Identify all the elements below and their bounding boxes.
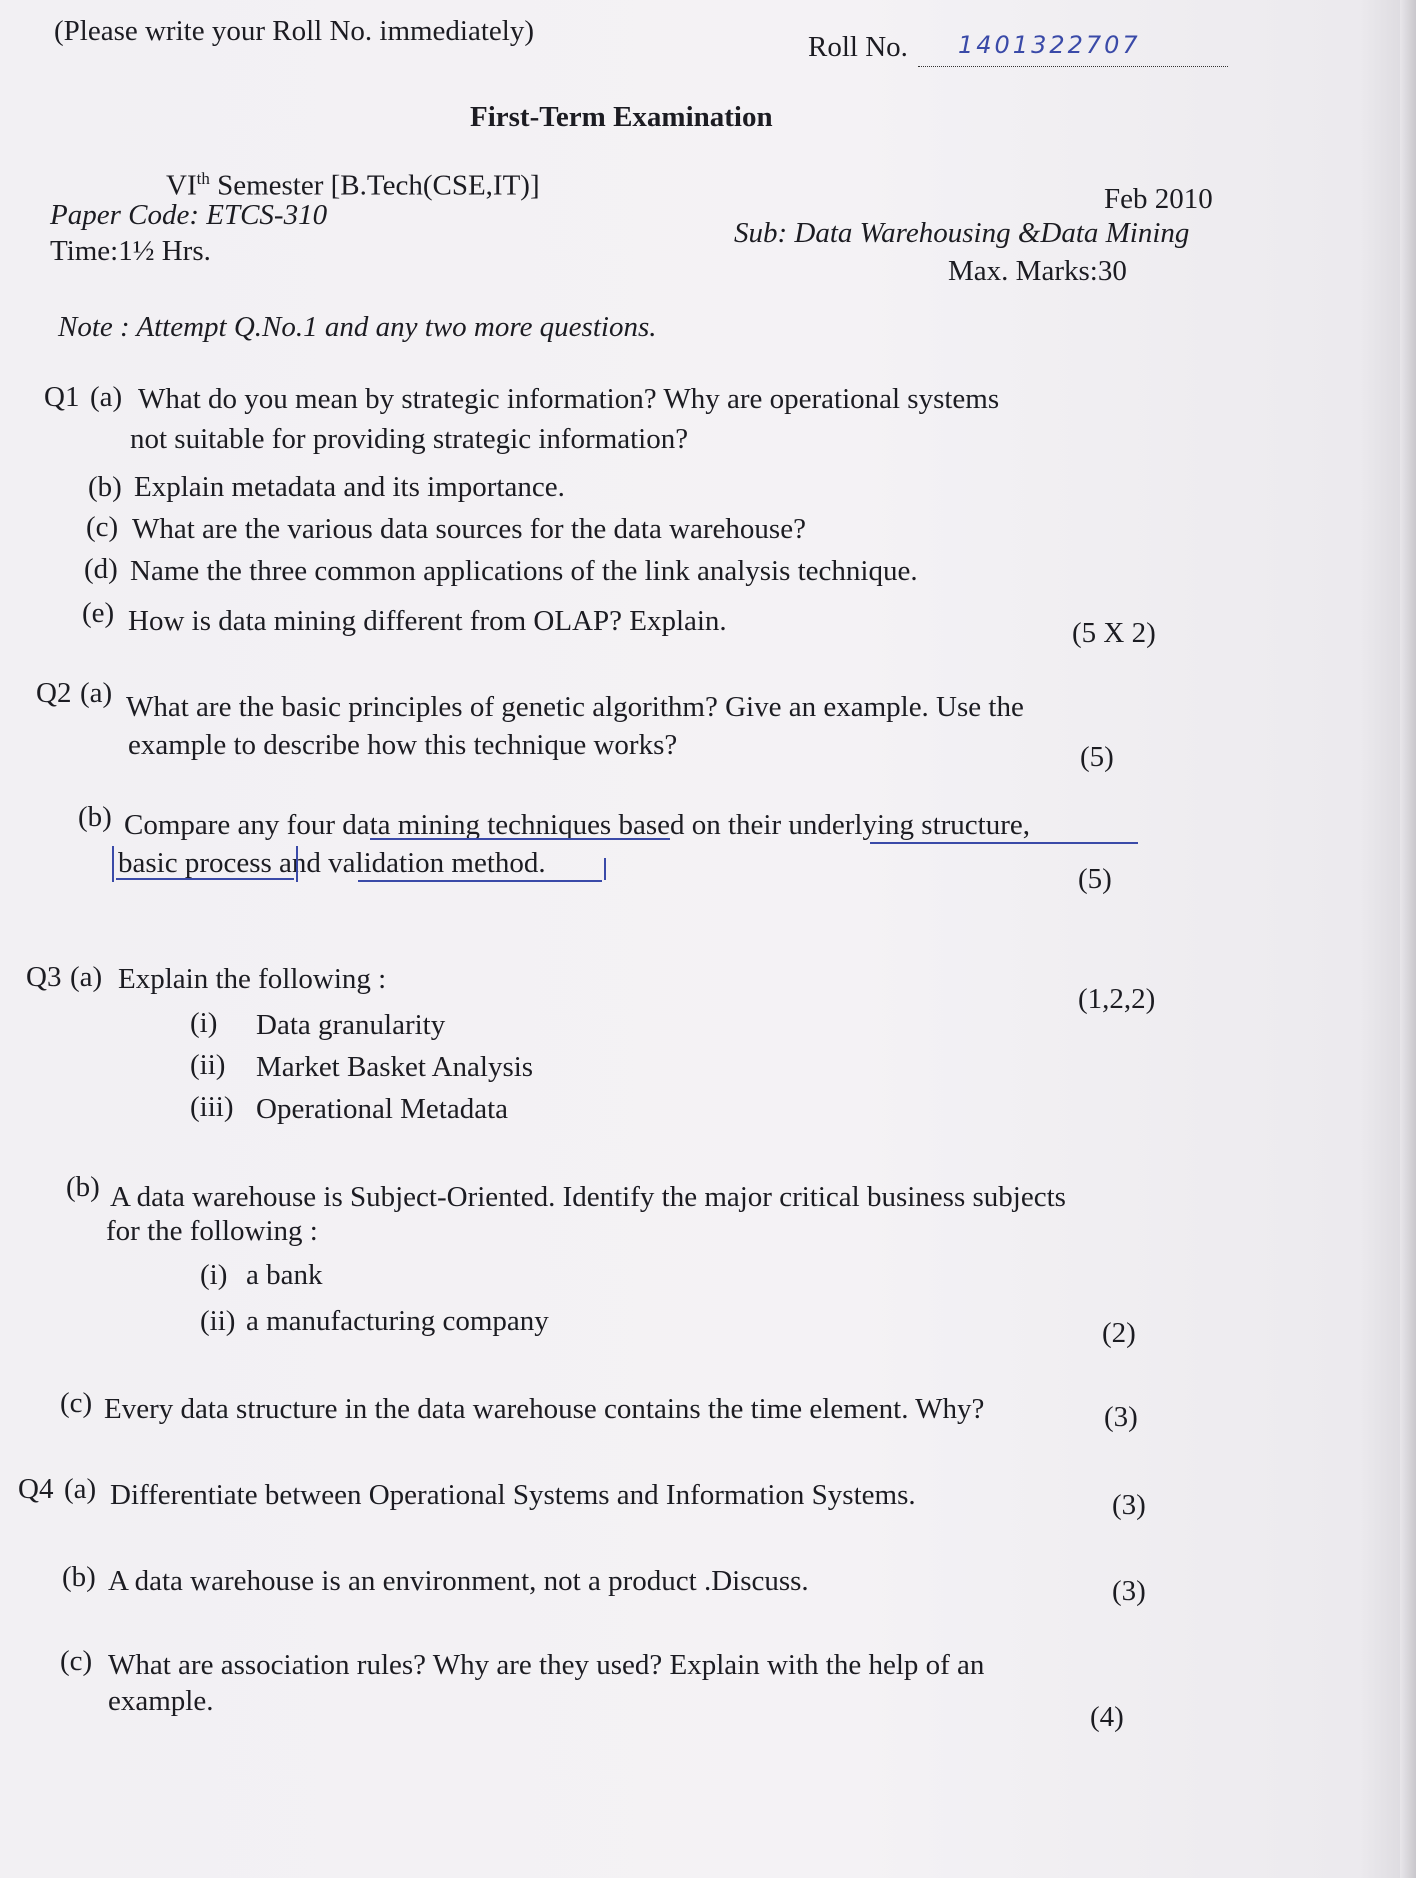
q4b-label: (b) (62, 1561, 96, 1593)
note: Note : Attempt Q.No.1 and any two more questions. (58, 311, 657, 343)
ink-underline-underlying-structure (870, 842, 1138, 844)
exam-title: First-Term Examination (470, 101, 773, 133)
q2b-marks: (5) (1078, 863, 1112, 895)
roll-number-handwritten: 1401322707 (958, 31, 1141, 59)
ink-underline-data-mining-techniques (370, 838, 670, 840)
q2b-line2: basic process and validation method. (118, 847, 546, 879)
ink-bracket-left (112, 846, 114, 882)
q2b-label: (b) (78, 801, 112, 833)
q3c-label: (c) (60, 1387, 93, 1419)
q1b-text: Explain metadata and its importance. (134, 471, 565, 503)
q3c-marks: (3) (1104, 1401, 1138, 1433)
exam-date: Feb 2010 (1104, 183, 1213, 215)
ink-tick-end (604, 858, 606, 880)
q2a-line1: What are the basic principles of genetic algorithm? Give an example. Use the (126, 691, 1024, 723)
q1a-label: (a) (90, 381, 123, 413)
q2a-line2: example to describe how this technique works? (128, 729, 678, 761)
subject: Sub: Data Warehousing &Data Mining (734, 217, 1190, 249)
q3b-line1: A data warehouse is Subject-Oriented. Identify the major critical business subjects (110, 1181, 1066, 1213)
q3c-text: Every data structure in the data warehouse contains the time element. Why? (104, 1393, 985, 1425)
q1c-text: What are the various data sources for the data warehouse? (132, 513, 806, 545)
max-marks: Max. Marks:30 (948, 255, 1127, 287)
q1a-line2: not suitable for providing strategic information? (130, 423, 689, 455)
q1e-label: (e) (82, 597, 115, 629)
q1b-label: (b) (88, 471, 122, 503)
q4c-label: (c) (60, 1645, 93, 1677)
paper-code: Paper Code: ETCS-310 (50, 199, 328, 231)
q3a-item-2-roman: (ii) (190, 1049, 226, 1081)
roll-number-line (918, 66, 1228, 67)
q1d-text: Name the three common applications of the link analysis technique. (130, 555, 918, 587)
q4c-line1: What are association rules? Why are they used? Explain with the help of an (108, 1649, 985, 1681)
q3a-label: (a) (70, 961, 103, 993)
semester-number: VI (166, 169, 197, 202)
q3a-text: Explain the following : (118, 963, 387, 995)
q2-number: Q2 (36, 677, 72, 709)
q4a-text: Differentiate between Operational Systems and Information Systems. (110, 1479, 916, 1511)
q3b-label: (b) (66, 1171, 100, 1203)
q3a-item-1-roman: (i) (190, 1007, 218, 1039)
q2a-label: (a) (80, 677, 113, 709)
q3a-item-3-text: Operational Metadata (256, 1093, 509, 1125)
q1c-label: (c) (86, 511, 119, 543)
roll-instruction: (Please write your Roll No. immediately) (54, 15, 535, 47)
semester-line (166, 162, 540, 203)
semester-superscript: th (196, 169, 210, 188)
q1e-text: How is data mining different from OLAP? Explain. (128, 605, 727, 637)
q1d-label: (d) (84, 553, 118, 585)
q4b-marks: (3) (1112, 1575, 1146, 1607)
q3b-item-2-text: a manufacturing company (246, 1305, 549, 1337)
q3b-item-2-roman: (ii) (200, 1305, 236, 1337)
ink-bracket-mid (296, 846, 298, 882)
exam-time: Time:1½ Hrs. (50, 235, 211, 267)
paper-edge-shadow (1400, 0, 1416, 1878)
q1a-line1: What do you mean by strategic information? Why are operational systems (138, 383, 1000, 415)
q3a-marks: (1,2,2) (1078, 983, 1156, 1015)
q1-marks: (5 X 2) (1072, 617, 1156, 649)
q4b-text: A data warehouse is an environment, not a product .Discuss. (108, 1565, 809, 1597)
ink-underline-basic-process (116, 878, 294, 880)
q2a-marks: (5) (1080, 741, 1114, 773)
ink-underline-validation-method (358, 880, 602, 882)
q2b-line1: Compare any four data mining techniques based on their underlying structure, (124, 809, 1030, 841)
q4c-line2: example. (108, 1685, 214, 1717)
q3a-item-2-text: Market Basket Analysis (256, 1051, 534, 1083)
q3b-item-1-text: a bank (246, 1259, 323, 1291)
q3b-item-1-roman: (i) (200, 1259, 228, 1291)
q4c-marks: (4) (1090, 1701, 1124, 1733)
q1-number: Q1 (44, 381, 80, 413)
q4a-marks: (3) (1112, 1489, 1146, 1521)
q4-number: Q4 (18, 1473, 54, 1505)
q3a-item-1-text: Data granularity (256, 1009, 446, 1041)
q4a-label: (a) (64, 1473, 97, 1505)
q3b-marks: (2) (1102, 1317, 1136, 1349)
q3b-line2: for the following : (106, 1215, 318, 1247)
roll-label: Roll No. (808, 31, 908, 63)
q3-number: Q3 (26, 961, 62, 993)
semester-text: Semester [B.Tech(CSE,IT)] (209, 169, 540, 202)
q3a-item-3-roman: (iii) (190, 1091, 234, 1123)
